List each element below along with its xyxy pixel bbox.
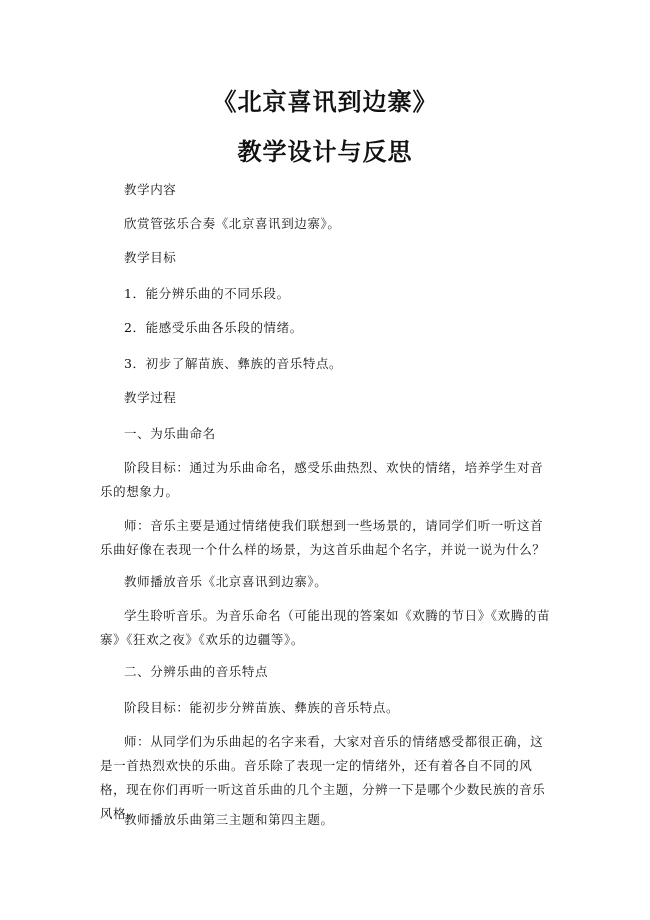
- paragraph: 教师播放音乐《北京喜讯到边寨》。: [124, 574, 328, 589]
- subsection-heading: 二、分辨乐曲的音乐特点: [124, 664, 269, 679]
- paragraph: 欣赏管弦乐合奏《北京喜讯到边寨》。: [124, 216, 341, 231]
- section-heading: 教学过程: [124, 390, 177, 405]
- subsection-heading: 一、为乐曲命名: [124, 426, 216, 441]
- section-heading: 教学内容: [124, 182, 177, 197]
- list-item: 3．初步了解苗族、彝族的音乐特点。: [124, 356, 343, 371]
- paragraph: 教师播放乐曲第三主题和第四主题。: [124, 812, 334, 827]
- document-title: 《北京喜讯到边寨》: [212, 87, 438, 116]
- paragraph: 学生聆听音乐。为音乐命名（可能出现的答案如《欢腾的节日》《欢腾的苗寨》《狂欢之夜》《欢乐的边疆等》。: [100, 608, 551, 647]
- list-item: 2．能感受乐曲各乐段的情绪。: [124, 320, 303, 335]
- paragraph: 师：音乐主要是通过情绪使我们联想到一些场景的，请同学们听一听这首乐曲好像在表现一个什么样的场景，为这首乐曲起个名字，并说一说为什么？: [100, 518, 546, 557]
- paragraph: 师：从同学们为乐曲起的名字来看，大家对音乐的情绪感受都很正确，这是一首热烈欢快的乐曲。音乐除了表现一定的情绪外，还有着各自不同的风格，现在你们再听一听这首乐曲的几个主题，分辨一下是哪个少数民族的音乐风格。: [100, 734, 546, 821]
- section-heading: 教学目标: [124, 250, 177, 265]
- list-item: 1．能分辨乐曲的不同乐段。: [124, 286, 290, 301]
- document-subtitle: 教学设计与反思: [237, 137, 413, 166]
- paragraph: 阶段目标：通过为乐曲命名，感受乐曲热烈、欢快的情绪，培养学生对音乐的想象力。: [100, 460, 544, 499]
- paragraph: 阶段目标：能初步分辨苗族、彝族的音乐特点。: [124, 700, 400, 715]
